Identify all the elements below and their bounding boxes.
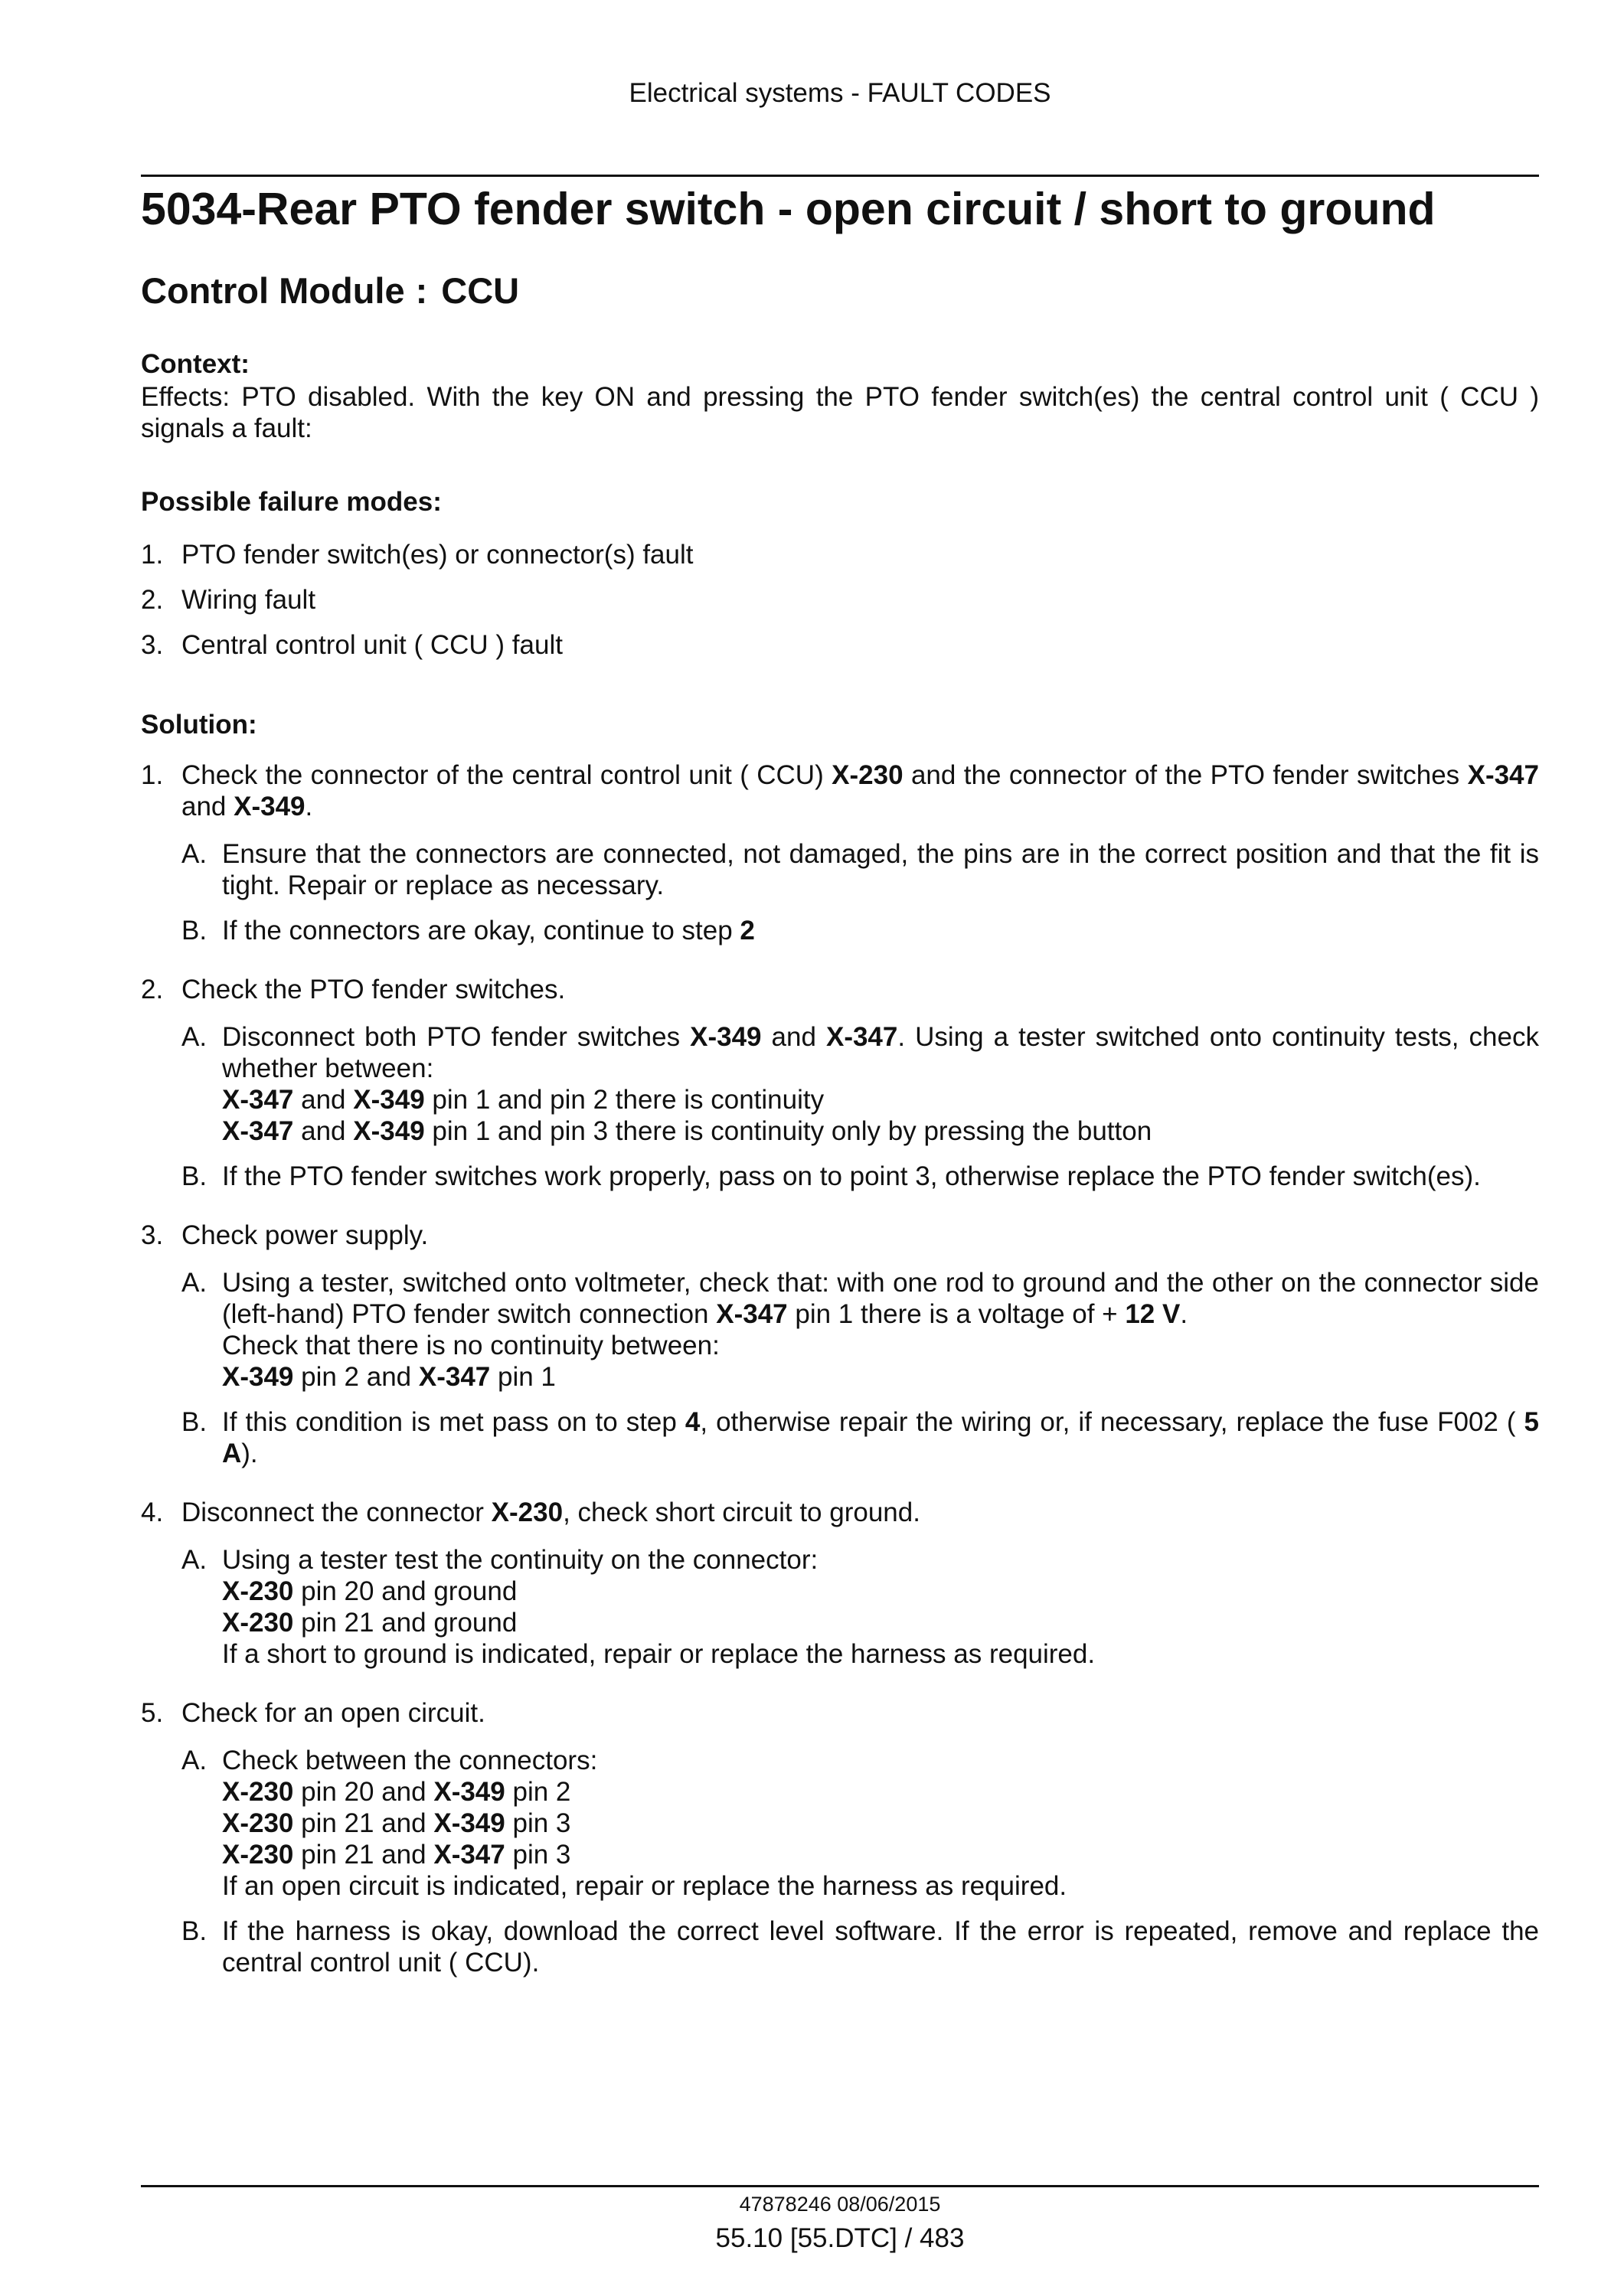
sub-step-text (222, 1161, 1539, 1192)
module-label: Control Module (141, 270, 405, 311)
list-item (141, 629, 1539, 661)
text-run: If the PTO fender switches work properly, pass on to point 3, otherwise replace the PTO fender switch(es). (222, 1161, 1481, 1191)
bold-reference: X-347 (1467, 760, 1539, 790)
sub-step-letter: B. (181, 1916, 207, 1946)
text-run: Disconnect the connector (181, 1497, 492, 1527)
text-run: Check between the connectors: (222, 1746, 598, 1775)
bold-reference: X-349 (433, 1808, 505, 1838)
solution-step-4 (141, 1497, 1539, 1684)
list-number: 3. (141, 630, 164, 660)
text-run: Check the PTO fender switches. (181, 975, 566, 1004)
header-rule (141, 175, 1539, 177)
bold-reference: 4 (685, 1407, 701, 1437)
sub-step-text (222, 1084, 1539, 1115)
sub-step-text (222, 1576, 1539, 1607)
sub-step-text (222, 1361, 1539, 1393)
step-number: 3. (141, 1220, 164, 1250)
list-number: 1. (141, 540, 164, 570)
sub-step-text (222, 1638, 1539, 1670)
bold-reference: 12 V (1125, 1299, 1181, 1329)
module-value: CCU (441, 270, 520, 311)
sub-step-4a (181, 1544, 1539, 1670)
list-item (141, 584, 1539, 616)
bold-reference: X-349 (222, 1362, 294, 1392)
sub-step-letter: A. (181, 1746, 207, 1775)
text-run: pin 1 and pin 3 there is continuity only by pressing the button (424, 1116, 1152, 1146)
text-run: ). (241, 1439, 258, 1468)
bold-reference: 2 (740, 916, 755, 946)
sub-step-text (222, 1115, 1539, 1147)
bold-reference: 5 A (222, 1407, 1540, 1468)
bold-reference: X-230 (222, 1777, 294, 1807)
bold-reference: X-349 (234, 792, 306, 821)
bold-reference: X-230 (222, 1608, 294, 1638)
text-run: and (761, 1022, 826, 1052)
page-number: 55.10 [55.DTC] / 483 (715, 2223, 965, 2253)
bold-reference: X-347 (222, 1116, 294, 1146)
text-run: If a short to ground is indicated, repair or replace the harness as required. (222, 1639, 1096, 1669)
list-number: 2. (141, 585, 164, 615)
sub-step-letter: B. (181, 1407, 207, 1437)
text-run: , check short circuit to ground. (563, 1497, 920, 1527)
text-run: . (305, 792, 313, 821)
sub-step-text (222, 1406, 1539, 1469)
bold-reference: X-347 (222, 1085, 294, 1115)
solution-step-2 (141, 974, 1539, 1206)
bold-reference: X-349 (433, 1777, 505, 1807)
bold-reference: X-230 (222, 1576, 294, 1606)
sub-step-text (222, 1745, 1539, 1776)
context-text: Effects: PTO disabled. With the key ON and pressing the PTO fender switch(es) the central control unit ( CCU ) signals a fault: (141, 382, 1539, 443)
text-run: pin 20 and (293, 1777, 434, 1807)
text-run: If an open circuit is indicated, repair or replace the harness as required. (222, 1871, 1067, 1901)
sub-step-text (222, 1776, 1539, 1808)
step-text (181, 1220, 1539, 1251)
text-run: pin 21 and ground (293, 1608, 518, 1638)
failure-modes-heading: Possible failure modes: (141, 487, 442, 517)
solution-step-1 (141, 759, 1539, 960)
text-run: Check the connector of the central control unit ( CCU) (181, 760, 832, 790)
text-run: pin 1 and pin 2 there is continuity (424, 1085, 825, 1115)
step-number: 2. (141, 975, 164, 1004)
text-run: Check that there is no continuity between: (222, 1331, 720, 1360)
text-run: pin 20 and ground (293, 1576, 518, 1606)
list-text: Wiring fault (181, 585, 316, 615)
sub-step-letter: B. (181, 1161, 207, 1191)
solution-heading: Solution: (141, 710, 257, 740)
text-run: pin 3 (505, 1840, 571, 1870)
step-text (181, 1497, 1539, 1528)
text-run: pin 2 and (293, 1362, 419, 1392)
solution-steps (141, 759, 1539, 1992)
sub-step-text (222, 1916, 1539, 1978)
text-run: Check power supply. (181, 1220, 429, 1250)
bold-reference: X-349 (690, 1022, 762, 1052)
text-run: , otherwise repair the wiring or, if necessary, replace the fuse F002 ( (700, 1407, 1524, 1437)
context-heading: Context: (141, 349, 250, 379)
page-title: 5034-Rear PTO fender switch - open circuit / short to ground (141, 184, 1436, 234)
bold-reference: X-347 (433, 1840, 505, 1870)
footer-rule (141, 2185, 1539, 2187)
bold-reference: X-349 (353, 1116, 425, 1146)
list-text: Central control unit ( CCU ) fault (181, 630, 563, 660)
text-run: pin 1 there is a voltage of + (787, 1299, 1126, 1329)
text-run: pin 1 (490, 1362, 556, 1392)
sub-step-text (222, 838, 1539, 901)
bold-reference: X-230 (222, 1840, 294, 1870)
sub-step-text (222, 1021, 1539, 1084)
text-run: and the connector of the PTO fender switches (903, 760, 1468, 790)
bold-reference: X-230 (832, 760, 903, 790)
module-separator: : (415, 270, 428, 311)
text-run: Check for an open circuit. (181, 1698, 485, 1728)
text-run: . Using a tester switched onto continuity tests, check whether between: (222, 1022, 1539, 1083)
text-run: pin 21 and (293, 1808, 434, 1838)
text-run: . (1180, 1299, 1188, 1329)
list-item (141, 539, 1539, 570)
sub-step-letter: A. (181, 1545, 207, 1575)
list-text: PTO fender switch(es) or connector(s) fault (181, 540, 694, 570)
sub-step-1b (181, 915, 1539, 946)
failure-modes-list (141, 539, 1539, 661)
sub-step-3a (181, 1267, 1539, 1393)
text-run: If this condition is met pass on to step (222, 1407, 685, 1437)
text-run: If the connectors are okay, continue to step (222, 916, 740, 946)
sub-step-letter: A. (181, 839, 207, 869)
sub-step-5a (181, 1745, 1539, 1902)
sub-step-letter: A. (181, 1022, 207, 1052)
sub-step-letter: A. (181, 1268, 207, 1298)
running-head: Electrical systems - FAULT CODES (629, 78, 1051, 108)
step-text (181, 1697, 1539, 1729)
control-module-heading (141, 264, 519, 318)
sub-step-text (222, 1808, 1539, 1839)
document-id: 47878246 08/06/2015 (739, 2193, 941, 2216)
step-number: 5. (141, 1698, 164, 1728)
sub-step-3b (181, 1406, 1539, 1469)
solution-step-5 (141, 1697, 1539, 1992)
sub-step-text (222, 1839, 1539, 1870)
step-number: 1. (141, 760, 164, 790)
sub-step-letter: B. (181, 916, 207, 946)
sub-step-text (222, 1544, 1539, 1576)
sub-step-text (222, 1267, 1539, 1330)
bold-reference: X-349 (353, 1085, 425, 1115)
sub-step-1a (181, 838, 1539, 901)
text-run: Using a tester, switched onto voltmeter, check that: with one rod to ground and the other on the connector side (left-hand) PTO fender switch connection (222, 1268, 1539, 1329)
text-run: If the harness is okay, download the correct level software. If the error is repeated, remove and replace the central control unit ( CCU). (222, 1916, 1539, 1978)
sub-step-text (222, 1330, 1539, 1361)
text-run: pin 2 (505, 1777, 571, 1807)
bold-reference: X-347 (825, 1022, 898, 1052)
text-run: pin 21 and (293, 1840, 434, 1870)
bold-reference: X-347 (716, 1299, 788, 1329)
text-run: and (181, 792, 234, 821)
text-run: and (293, 1085, 354, 1115)
sub-step-text (222, 915, 1539, 946)
text-run: Ensure that the connectors are connected, not damaged, the pins are in the correct position and that the fit is tight. Repair or replace as necessary. (222, 839, 1539, 900)
sub-step-text (222, 1870, 1539, 1902)
document-body (141, 348, 1539, 2006)
bold-reference: X-347 (418, 1362, 491, 1392)
step-number: 4. (141, 1497, 164, 1527)
text-run: Using a tester test the continuity on the connector: (222, 1545, 819, 1575)
sub-step-2a (181, 1021, 1539, 1147)
text-run: and (293, 1116, 354, 1146)
step-text (181, 974, 1539, 1005)
step-text (181, 759, 1539, 822)
bold-reference: X-230 (491, 1497, 564, 1527)
text-run: pin 3 (505, 1808, 571, 1838)
bold-reference: X-230 (222, 1808, 294, 1838)
solution-step-3 (141, 1220, 1539, 1483)
text-run: Disconnect both PTO fender switches (222, 1022, 691, 1052)
sub-step-5b (181, 1916, 1539, 1978)
sub-step-text (222, 1607, 1539, 1638)
sub-step-2b (181, 1161, 1539, 1192)
